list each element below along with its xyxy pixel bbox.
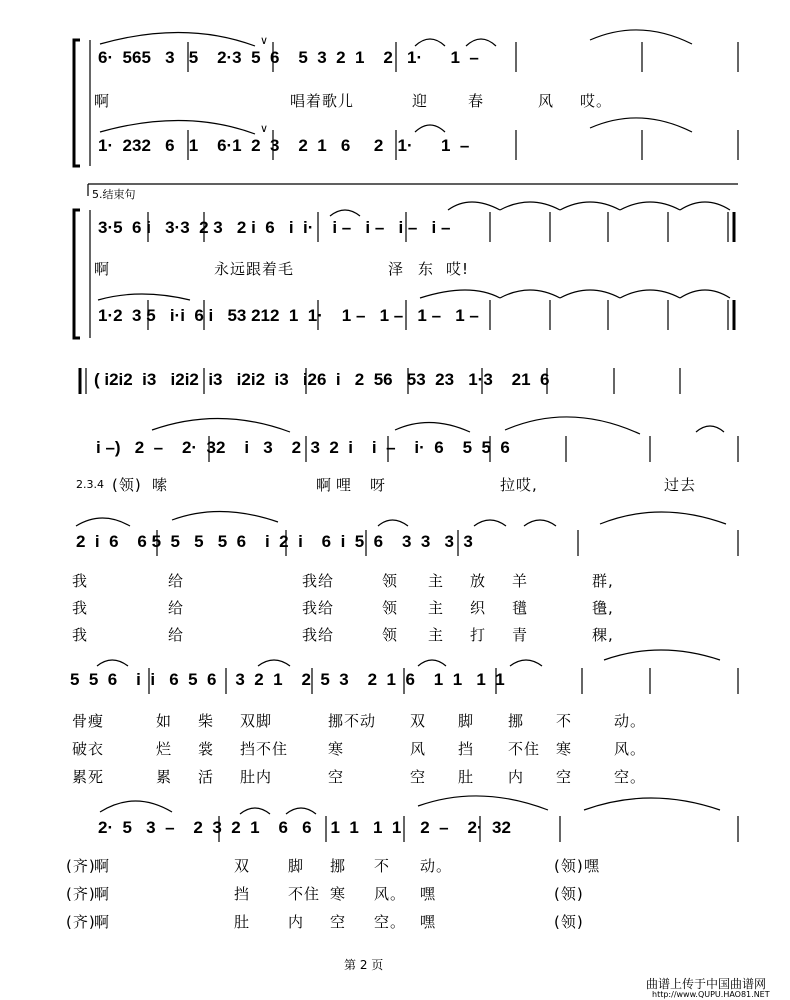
lyric-syllable: 不	[556, 712, 573, 730]
lyric-2: 永远跟着毛	[214, 260, 295, 278]
breath-mark-2: ∨	[260, 122, 269, 135]
section-label: 5.结束句	[92, 188, 136, 201]
lyric-syllable: 挡不住	[240, 740, 289, 758]
lyric-1: 唱着歌儿	[290, 92, 355, 110]
lyric-syllable: 稞,	[592, 626, 614, 644]
lyric-syllable: 主	[428, 572, 445, 590]
lyric-syllable: 我给	[302, 572, 335, 590]
lyric-2: 哎!	[446, 260, 470, 278]
lead-label: (领)	[554, 913, 584, 931]
lyric-4: 哩	[336, 476, 353, 494]
lyric-1: 啊	[94, 92, 111, 110]
notes-6: 5 5 6 i i 6 5 6 3 2 1 2 5 3 2 1 6 1 1 1 1	[70, 670, 505, 689]
lyric-syllable: 空	[328, 768, 345, 786]
lyric-syllable: (齐)	[66, 857, 96, 875]
lead-label: (领)	[112, 476, 142, 494]
lyric-syllable: 寒	[556, 740, 573, 758]
verse-label: 2.3.4	[76, 478, 104, 491]
lyric-syllable: (齐)	[66, 913, 96, 931]
lyric-syllable: 内	[508, 768, 525, 786]
notes-7: 2· 5 3 – 2 3 2 1 6 6 1 1 1 1 2 – 2· 32	[98, 818, 511, 837]
lyric-syllable: 氇,	[592, 599, 614, 617]
lyric-syllable: (齐)	[66, 885, 96, 903]
lyric-syllable: 主	[428, 626, 445, 644]
watermark-line1: 曲谱上传于中国曲谱网	[646, 977, 767, 991]
lyric-syllable: 挪不动	[328, 712, 377, 730]
lyric-syllable: 挪	[330, 857, 347, 875]
lyric-syllable: 群,	[592, 572, 614, 590]
lyric-syllable: 脚	[288, 857, 305, 875]
lyric-syllable: 风	[410, 740, 427, 758]
lyric-syllable: 青	[512, 626, 529, 644]
breath-mark: ∨	[260, 34, 269, 47]
lyric-syllable: 嘿	[584, 857, 601, 875]
lyric-syllable: 啊	[94, 885, 111, 903]
lyric-syllable: 双脚	[240, 712, 273, 730]
lyric-syllable: 动。	[420, 857, 453, 875]
lyric-4: 过去	[664, 476, 697, 494]
lyric-syllable: 氆	[512, 599, 529, 617]
lyric-syllable: 织	[470, 599, 487, 617]
lyric-4: 拉哎,	[500, 476, 538, 494]
notes-upper-1: 6· 565 3 5 2·3 5 6 5 3 2 1 2 1· 1 –	[98, 48, 479, 67]
lyric-syllable: 啊	[94, 857, 111, 875]
notes-interlude: ( i2i2 i3 i2i2 i3 i2i2 i3 i26 i 2 56 53 23 1·3 21 6	[94, 370, 550, 389]
lyric-4: 嗦	[152, 476, 169, 494]
lyric-1: 哎。	[580, 92, 613, 110]
lyric-syllable: 寒	[330, 885, 347, 903]
lyric-syllable: 破衣	[72, 740, 105, 758]
lyric-syllable: 双	[410, 712, 427, 730]
lyric-syllable: 裳	[198, 740, 215, 758]
lyric-syllable: 给	[168, 572, 185, 590]
lyric-4: 啊	[316, 476, 333, 494]
lyric-syllable: 脚	[458, 712, 475, 730]
lyric-syllable: 肚	[234, 913, 251, 931]
lyric-syllable: 双	[234, 857, 251, 875]
lyric-syllable: 不住	[508, 740, 541, 758]
lyric-syllable: 主	[428, 599, 445, 617]
lyric-syllable: 肚	[458, 768, 475, 786]
lyric-2: 啊	[94, 260, 111, 278]
lyric-syllable: 放	[470, 572, 487, 590]
watermark-line2: http://www.QUPU.HAO81.NET	[652, 990, 770, 999]
lead-label: (领)	[554, 857, 584, 875]
lyric-1: 春	[468, 92, 485, 110]
lyric-syllable: 嘿	[420, 885, 437, 903]
lyric-2: 泽	[388, 260, 405, 278]
lyric-syllable: 挡	[234, 885, 251, 903]
lyric-syllable: 挡	[458, 740, 475, 758]
lyric-syllable: 内	[288, 913, 305, 931]
page-number: 第 2 页	[344, 958, 384, 972]
lyric-syllable: 领	[382, 599, 399, 617]
lyric-syllable: 我给	[302, 626, 335, 644]
lyric-1: 迎	[412, 92, 429, 110]
lyric-syllable: 空	[330, 913, 347, 931]
lyric-syllable: 啊	[94, 913, 111, 931]
lyric-syllable: 累死	[72, 768, 105, 786]
lyric-syllable: 风。	[614, 740, 647, 758]
lyric-syllable: 我	[72, 626, 89, 644]
lyric-syllable: 空	[410, 768, 427, 786]
lyric-1: 风	[538, 92, 555, 110]
lyric-syllable: 空。	[374, 913, 407, 931]
notes-4: i –) 2 – 2· 32 i 3 2 3 2 i i – i· 6 5 5 6	[96, 438, 510, 457]
lyric-syllable: 寒	[328, 740, 345, 758]
lyric-syllable: 领	[382, 626, 399, 644]
lyric-syllable: 骨瘦	[72, 712, 105, 730]
lyric-syllable: 风。	[374, 885, 407, 903]
notes-5: 2 i 6 6 5 5 5 5 6 i 2 i 6 i 5 6 3 3 3 3	[76, 532, 473, 551]
lyric-syllable: 烂	[156, 740, 173, 758]
lyric-syllable: 累	[156, 768, 173, 786]
notes-upper-2: 3·5 6 i 3·3 2 3 2 i 6 i i· i – i – i – i –	[98, 218, 451, 237]
lyric-syllable: 不住	[288, 885, 321, 903]
lyric-syllable: 打	[470, 626, 487, 644]
lyric-syllable: 空	[556, 768, 573, 786]
lyric-syllable: 柴	[198, 712, 215, 730]
lyric-syllable: 给	[168, 626, 185, 644]
lyric-syllable: 空。	[614, 768, 647, 786]
lyric-syllable: 肚内	[240, 768, 273, 786]
lyric-syllable: 嘿	[420, 913, 437, 931]
lyric-2: 东	[418, 260, 435, 278]
lyric-syllable: 不	[374, 857, 391, 875]
notes-lower-1: 1· 232 6 1 6·1 2 3 2 1 6 2 1· 1 –	[98, 136, 470, 155]
lyric-4: 呀	[370, 476, 387, 494]
lead-label: (领)	[554, 885, 584, 903]
lyric-syllable: 领	[382, 572, 399, 590]
lyric-syllable: 动。	[614, 712, 647, 730]
lyric-syllable: 给	[168, 599, 185, 617]
lyric-syllable: 我	[72, 572, 89, 590]
lyric-syllable: 挪	[508, 712, 525, 730]
lyric-syllable: 如	[156, 712, 173, 730]
lyric-syllable: 我	[72, 599, 89, 617]
lyric-syllable: 羊	[512, 572, 529, 590]
lyric-syllable: 我给	[302, 599, 335, 617]
lyric-syllable: 活	[198, 768, 215, 786]
notes-lower-2: 1·2 3 5 i·i 6 i 53 212 1 1· 1 – 1 – 1 – 1 –	[98, 306, 479, 325]
